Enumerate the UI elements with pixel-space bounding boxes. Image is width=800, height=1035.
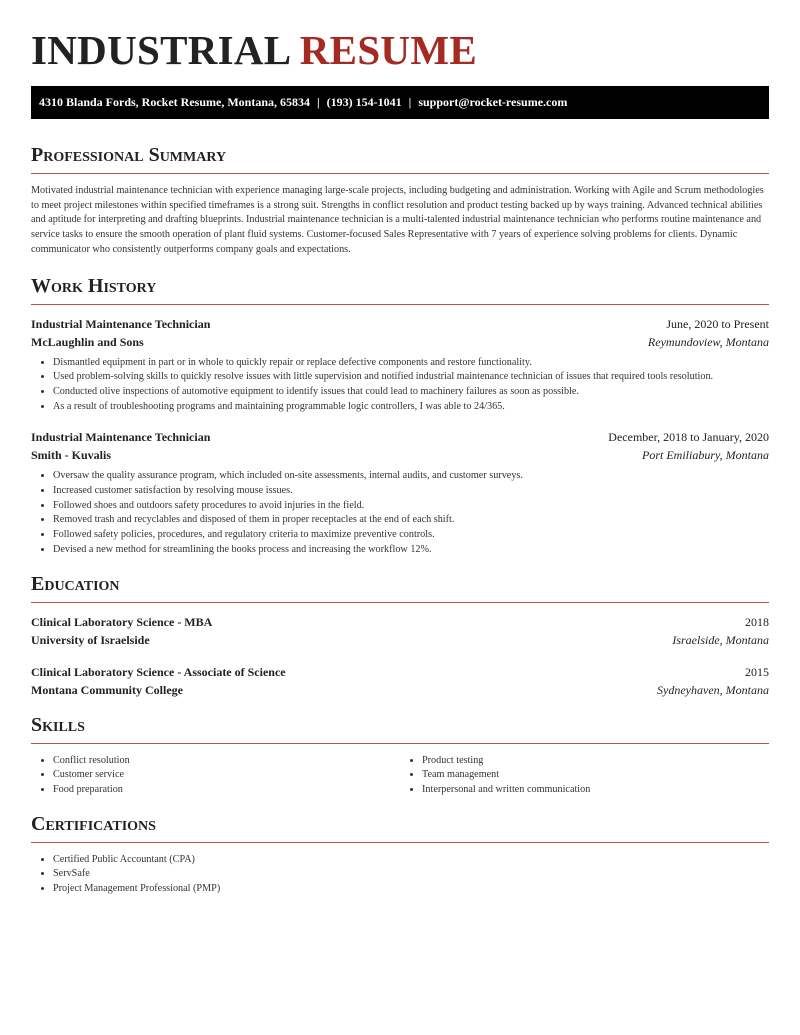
skills-list-right [400,754,769,798]
summary-section [31,143,769,258]
skill-item: • Product testing [422,754,769,769]
education-school: Montana Community College [31,682,183,697]
job-title-row [31,315,769,333]
education-degree-row [31,613,769,631]
job-bullets [31,469,769,557]
certification-item: • Project Management Professional (PMP) [53,882,769,897]
job-location: Reymundoview, Montana [647,334,769,349]
contact-separator: | [408,95,412,109]
job-bullet: • Removed trash and recyclables and disposed of them in proper receptacles at the end of each shift. [53,513,769,528]
name-second: RESUME [299,27,477,73]
skill-item: • Team management [422,768,769,783]
contact-phone[interactable]: (193) 154-1041 [326,95,402,109]
job-bullet: • Followed safety policies, procedures, and regulatory criteria to maximize preventive controls. [53,528,769,543]
education-year: 2018 [745,614,769,629]
certification-item: • Certified Public Accountant (CPA) [53,853,769,868]
work-history-section [31,274,769,558]
job-dates: December, 2018 to January, 2020 [608,430,769,445]
job-title-row [31,428,769,446]
education-school-row [31,631,769,649]
section-divider [31,173,769,174]
section-divider [31,602,769,603]
education-degree: Clinical Laboratory Science - MBA [31,614,213,629]
job-company: Smith - Kuvalis [31,448,112,463]
job-bullet: • As a result of troubleshooting programs and maintaining programmable logic controllers, I was able to 24/365. [53,400,769,415]
job-company-row [31,333,769,351]
job-dates: June, 2020 to Present [666,316,769,331]
job-bullets [31,356,769,415]
certifications-section [31,812,769,897]
job-bullet: • Conducted olive inspections of automotive equipment to identify issues that could lead to machinery failures as soon as possible. [53,385,769,400]
job-company: McLaughlin and Sons [31,334,144,349]
job-bullet: • Devised a new method for streamlining the books process and increasing the workflow 12%. [53,543,769,558]
job-position: Industrial Maintenance Technician [31,430,211,445]
contact-email[interactable]: support@rocket-resume.com [418,95,568,109]
education-year: 2015 [745,664,769,679]
resume-header [31,26,769,86]
section-divider [31,743,769,744]
education-heading: Education [31,572,120,595]
skills-section [31,713,769,798]
contact-address: 4310 Blanda Fords, Rocket Resume, Montana, 65834 [39,95,311,109]
education-section [31,572,769,699]
job-bullet: • Oversaw the quality assurance program, which included on-site assessments, internal audits, and customer surveys. [53,469,769,484]
education-location: Israelside, Montana [672,632,769,647]
job-entry [31,428,769,557]
education-location: Sydneyhaven, Montana [657,682,769,697]
job-bullet: • Increased customer satisfaction by resolving mouse issues. [53,484,769,499]
summary-heading: Professional Summary [31,144,227,166]
skills-list-left [31,754,400,798]
job-position: Industrial Maintenance Technician [31,316,211,331]
skills-heading: Skills [31,713,85,736]
education-entry [31,663,769,699]
name-first: INDUSTRIAL [31,27,290,73]
job-entry [31,315,769,415]
education-school-row [31,681,769,699]
section-divider [31,304,769,305]
certification-item: • ServSafe [53,867,769,882]
certifications-list [31,853,769,897]
skills-columns [31,754,769,798]
certifications-heading: Certifications [31,812,156,835]
job-company-row [31,446,769,464]
contact-separator: | [317,95,320,109]
education-degree: Clinical Laboratory Science - Associate of Science [31,664,286,679]
section-divider [31,842,769,843]
skill-item: • Conflict resolution [53,754,400,769]
job-location: Port Emiliabury, Montana [642,448,769,463]
summary-text: Motivated industrial maintenance technician with experience managing large-scale projects, including budgeting and administration. Working with Agile and Scrum methodologies to meet project milestones within specified timeframes is a strong suit. Strengths in conflict resolution and product testing backed up by ways training. Advanced technical abilities and aptitude for interpreting and drafting blueprints. Industrial maintenance technician is a multi-talented industrial maintenance technician who performs routine maintenance and service tasks to ensure the smooth operation of plant fluid systems. Customer-focused Sales Representative with 7 years of experience solving problems for clients. Dynamic communicator who consistently outperforms company goals and expectations. [31,185,764,255]
job-bullet: • Followed shoes and outdoors safety procedures to avoid injuries in the field. [53,499,769,514]
contact-bar [31,86,769,119]
job-bullet: • Dismantled equipment in part or in whole to quickly repair or replace defective components and restore functionality. [53,356,769,371]
skill-item: • Interpersonal and written communication [422,783,769,798]
education-entry [31,613,769,649]
skill-item: • Food preparation [53,783,400,798]
education-degree-row [31,663,769,681]
skill-item: • Customer service [53,768,400,783]
work-history-heading: Work History [31,274,157,297]
resume-name [31,26,769,74]
resume-page [31,26,769,897]
education-school: University of Israelside [31,632,150,647]
job-bullet: • Used problem-solving skills to quickly resolve issues with little supervision and notified industrial maintenance technician of issues that required tools resolution. [53,370,769,385]
